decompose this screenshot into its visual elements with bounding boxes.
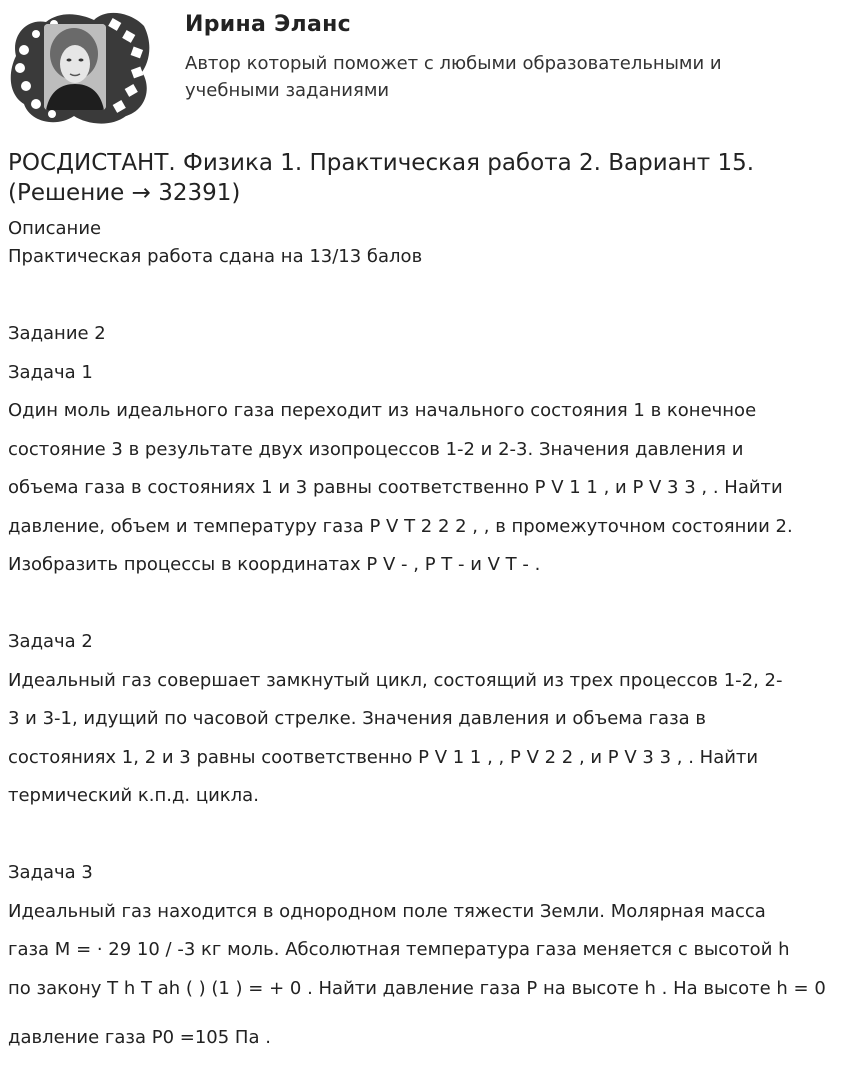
task3-line: по закону T h T ah ( ) (1 ) = + 0 . Найти давление газа P на высоте h . На высоте h = 0 bbox=[8, 977, 826, 999]
task1-line: объема газа в состояниях 1 и 3 равны соответственно P V 1 1 , и P V 3 3 , . Найти bbox=[8, 477, 783, 498]
task1-line: Изобразить процессы в координатах P V - , P T - и V T - . bbox=[8, 554, 541, 575]
task2-heading: Задача 2 bbox=[8, 631, 93, 652]
task1-line: Один моль идеального газа переходит из начального состояния 1 в конечное bbox=[8, 400, 757, 421]
author-description: Автор который поможет с любыми образовательными и учебными заданиями bbox=[185, 53, 722, 101]
task3-line: давление газа P0 =105 Па . bbox=[8, 1026, 271, 1048]
task3-line: Идеальный газ находится в однородном поле тяжести Земли. Молярная масса bbox=[8, 900, 766, 922]
task2-line: термический к.п.д. цикла. bbox=[8, 785, 259, 806]
task3-heading: Задача 3 bbox=[8, 862, 93, 883]
author-header bbox=[0, 0, 847, 140]
document-body bbox=[8, 315, 842, 1057]
description-text: Практическая работа сдана на 13/13 балов bbox=[8, 246, 423, 267]
spacer bbox=[8, 816, 842, 855]
film-reel-avatar-icon bbox=[6, 6, 152, 128]
task3-line: газа M = · 29 10 / -3 кг моль. Абсолютная температура газа меняется с высотой h bbox=[8, 939, 790, 960]
document-title: РОСДИСТАНТ. Физика 1. Практическая работа 2. Вариант 15. (Решение → 32391) bbox=[8, 150, 755, 206]
author-avatar[interactable] bbox=[6, 6, 152, 128]
task1-heading: Задача 1 bbox=[8, 361, 93, 383]
task2-line: 3 и 3-1, идущий по часовой стрелке. Значения давления и объема газа в bbox=[8, 708, 707, 729]
task2-line: Идеальный газ совершает замкнутый цикл, состоящий из трех процессов 1-2, 2- bbox=[8, 669, 783, 691]
author-name[interactable]: Ирина Эланс bbox=[185, 12, 351, 37]
section-heading: Задание 2 bbox=[8, 323, 106, 344]
description-label: Описание bbox=[8, 218, 102, 239]
spacer bbox=[8, 585, 842, 624]
task1-line: давление, объем и температуру газа P V T 2 2 2 , , в промежуточном состоянии 2. bbox=[8, 515, 793, 537]
task1-line: состояние 3 в результате двух изопроцессов 1-2 и 2-3. Значения давления и bbox=[8, 438, 744, 460]
task2-line: состояниях 1, 2 и 3 равны соответственно P V 1 1 , , P V 2 2 , и P V 3 3 , . Найти bbox=[8, 746, 759, 768]
